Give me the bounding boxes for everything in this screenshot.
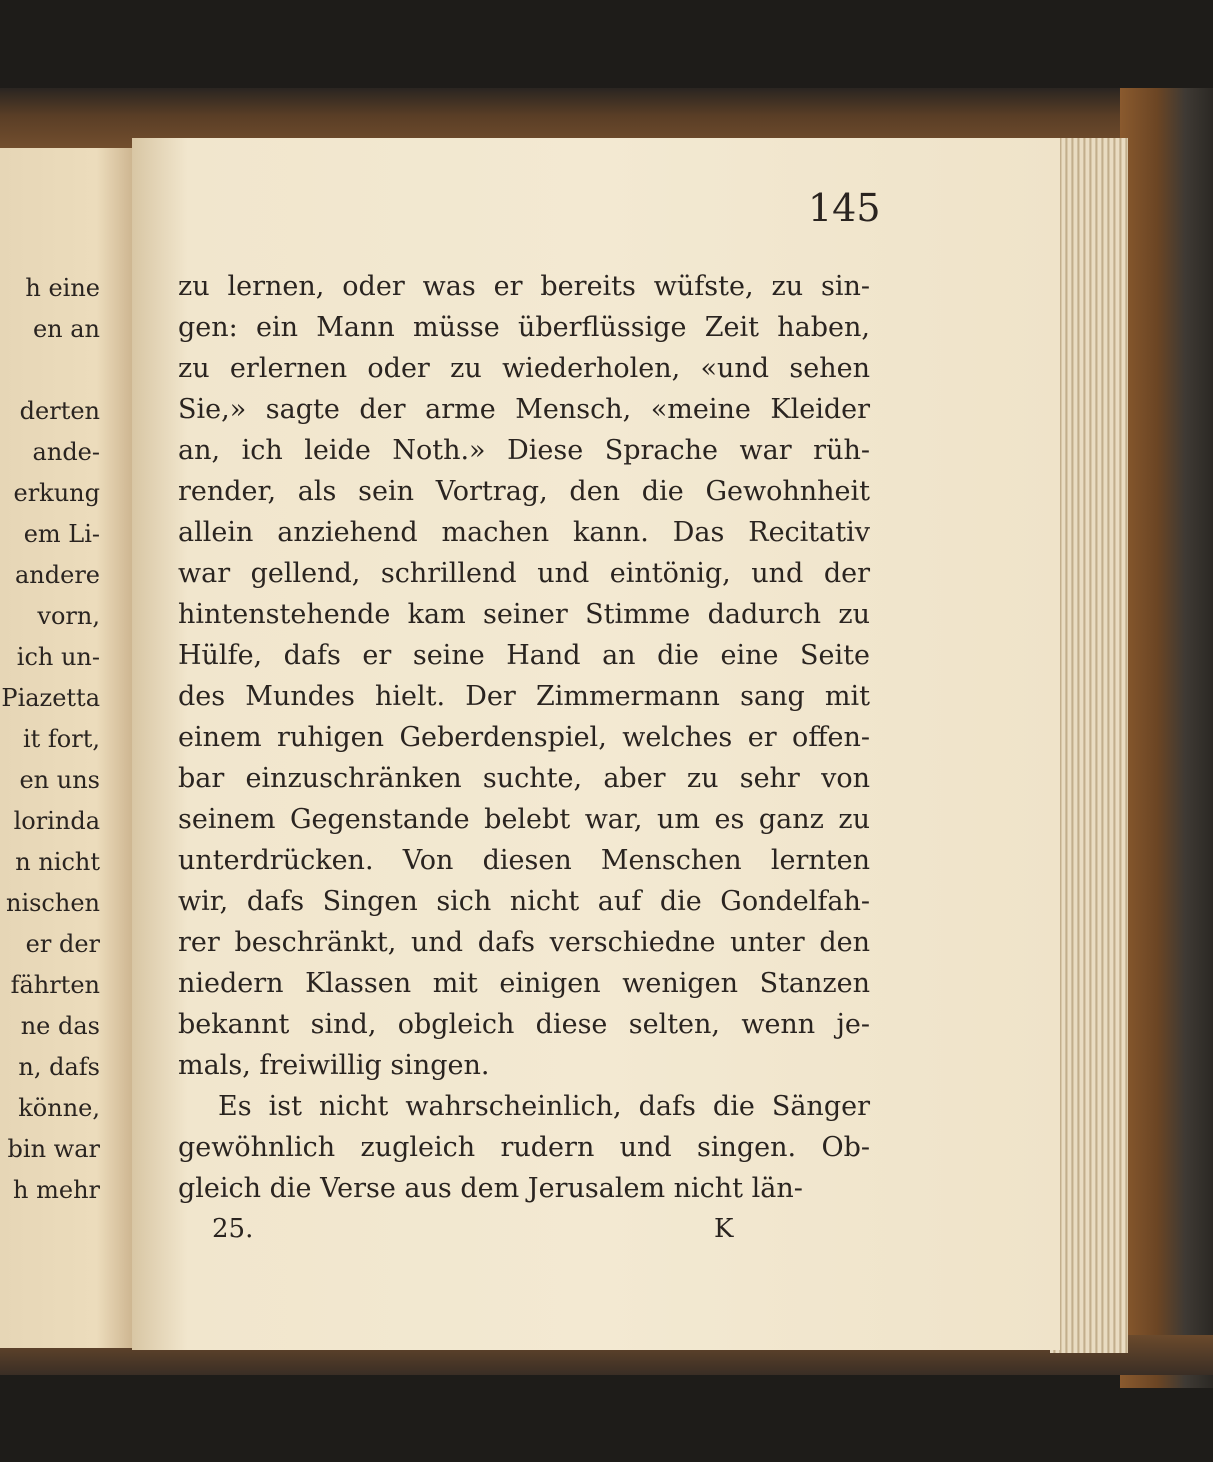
left-text-line: erkung (13, 479, 100, 507)
left-text-line: ich un- (16, 643, 100, 671)
left-text-line: it fort, (22, 725, 100, 753)
left-page (0, 148, 138, 1348)
left-text-line: nischen (5, 889, 100, 917)
page-edges (1050, 138, 1128, 1353)
text-line: hintenstehende kam seiner Stimme dadurch zu (178, 599, 870, 630)
text-line: niedern Klassen mit einigen wenigen Stanzen (178, 968, 870, 999)
left-text-line: andere (14, 561, 100, 589)
left-text-line: n, dafs (18, 1053, 100, 1081)
left-text-line: er der (25, 930, 100, 958)
left-text-line: ande- (32, 438, 100, 466)
left-text-line: h eine (25, 274, 100, 302)
left-text-line: bin war (7, 1135, 100, 1163)
text-line: gleich die Verse aus dem Jerusalem nicht län- (178, 1173, 803, 1204)
left-text-line: en uns (19, 766, 100, 794)
text-line: unterdrücken. Von diesen Menschen lernten (178, 845, 870, 876)
text-line: seinem Gegenstande belebt war, um es ganz zu (178, 804, 870, 835)
body-text (178, 266, 870, 1209)
left-text-line: en an (32, 315, 100, 343)
left-text-line: h mehr (13, 1176, 100, 1204)
text-line: bar einzuschränken suchte, aber zu sehr von (178, 763, 870, 794)
left-text-line: ne das (20, 1012, 100, 1040)
text-line: Es ist nicht wahrscheinlich, dafs die Sänger (218, 1091, 870, 1122)
text-line: wir, dafs Singen sich nicht auf die Gondelfah- (178, 886, 870, 917)
paragraph-2 (178, 1086, 870, 1209)
left-text-line: derten (19, 397, 100, 425)
text-line: allein anziehend machen kann. Das Recitativ (178, 517, 870, 548)
text-line: bekannt sind, obgleich diese selten, wenn je- (178, 1009, 870, 1040)
text-line: Sie,» sagte der arme Mensch, «meine Kleider (178, 394, 870, 425)
text-line: zu erlernen oder zu wiederholen, «und sehen (178, 353, 870, 384)
catchword: K (714, 1214, 734, 1244)
text-line: des Mundes hielt. Der Zimmermann sang mit (178, 681, 870, 712)
left-text-line: vorn, (37, 602, 100, 630)
text-line: war gellend, schrillend und eintönig, und der (178, 558, 870, 589)
text-line: Hülfe, dafs er seine Hand an die eine Seite (178, 640, 870, 671)
book-cover-edge (1120, 88, 1213, 1388)
left-text-line: fährten (10, 971, 100, 999)
left-text-line: könne, (18, 1094, 100, 1122)
text-line: rer beschränkt, und dafs verschiedne unter den (178, 927, 870, 958)
left-text-line: lorinda (13, 807, 100, 835)
left-text-line: Piazetta (1, 684, 100, 712)
text-line: zu lernen, oder was er bereits wüfste, zu sin- (178, 271, 870, 302)
left-text-line: n nicht (15, 848, 100, 876)
text-line: gen: ein Mann müsse überflüssige Zeit haben, (178, 312, 870, 343)
left-text-line: em Li- (23, 520, 100, 548)
text-line: mals, freiwillig singen. (178, 1050, 490, 1081)
paragraph-1 (178, 266, 870, 1086)
page-number: 145 (808, 186, 881, 230)
text-line: einem ruhigen Geberdenspiel, welches er offen- (178, 722, 870, 753)
text-line: render, als sein Vortrag, den die Gewohnheit (178, 476, 870, 507)
text-line: gewöhnlich zugleich rudern und singen. Ob- (178, 1132, 870, 1163)
text-line: an, ich leide Noth.» Diese Sprache war rüh- (178, 435, 870, 466)
signature-mark: 25. (212, 1214, 254, 1244)
